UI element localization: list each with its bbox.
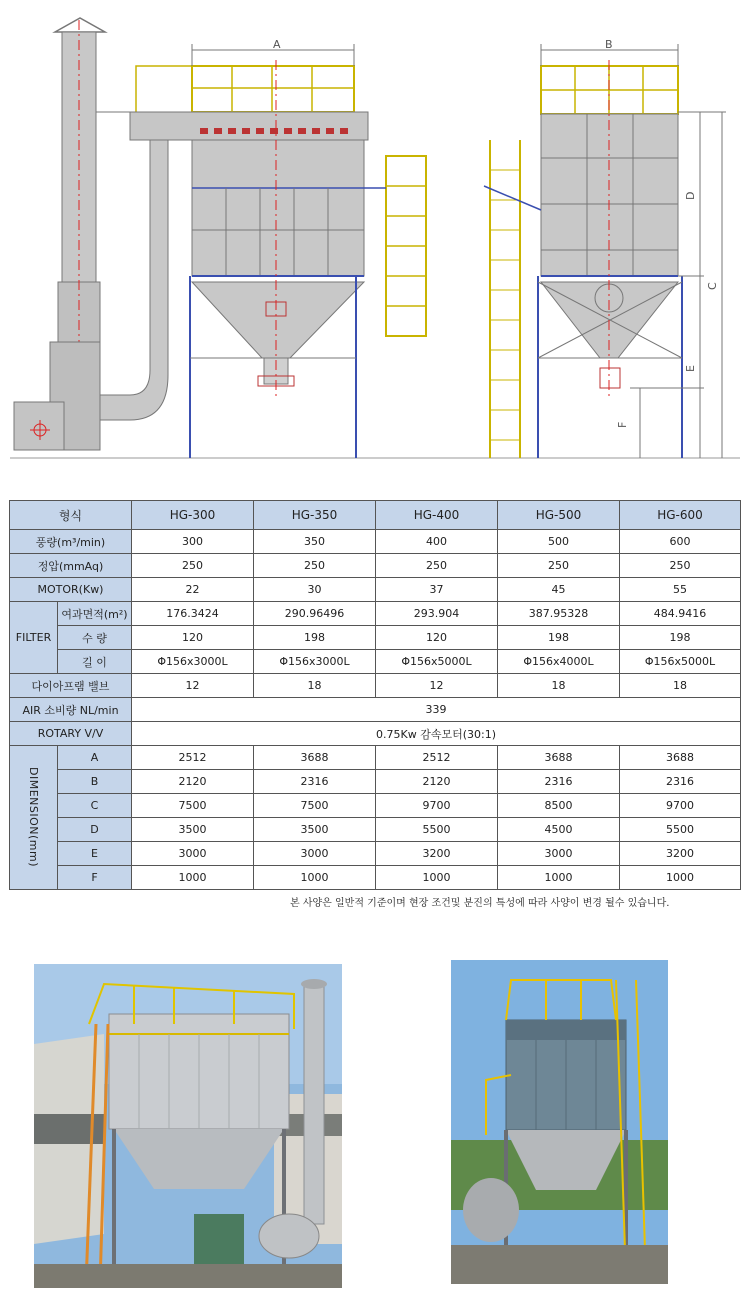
table-row	[10, 602, 741, 626]
model-cell: HG-300	[132, 501, 254, 530]
table-cell: 250	[376, 554, 498, 578]
table-cell: 1000	[132, 866, 254, 890]
table-cell: 198	[498, 626, 620, 650]
table-cell: 9700	[376, 794, 498, 818]
table-row	[10, 578, 741, 602]
table-cell: 0.75Kw 감속모터(30:1)	[132, 722, 741, 746]
table-cell: 293.904	[376, 602, 498, 626]
table-cell: 18	[498, 674, 620, 698]
model-cell: HG-350	[254, 501, 376, 530]
table-cell: 300	[132, 530, 254, 554]
table-cell: 387.95328	[498, 602, 620, 626]
table-cell: 2512	[376, 746, 498, 770]
table-cell: 5500	[376, 818, 498, 842]
row-label: ROTARY V/V	[10, 722, 132, 746]
table-cell: 37	[376, 578, 498, 602]
table-cell: 339	[132, 698, 741, 722]
table-cell: 198	[254, 626, 376, 650]
row-label: AIR 소비량 NL/min	[10, 698, 132, 722]
model-cell: HG-600	[620, 501, 741, 530]
table-cell: 2316	[620, 770, 741, 794]
row-label: A	[58, 746, 132, 770]
table-cell: 2512	[132, 746, 254, 770]
table-cell: 22	[132, 578, 254, 602]
table-cell: 18	[620, 674, 741, 698]
table-cell: Φ156x3000L	[254, 650, 376, 674]
dim-label-c: C	[706, 282, 719, 290]
dim-label-b: B	[605, 38, 613, 51]
dimension-group-label: DIMENSION(mm)	[27, 767, 40, 868]
table-row	[10, 530, 741, 554]
table-cell: 1000	[254, 866, 376, 890]
table-cell: 600	[620, 530, 741, 554]
table-cell: 2316	[254, 770, 376, 794]
table-cell: 3000	[254, 842, 376, 866]
table-cell: 30	[254, 578, 376, 602]
model-cell: HG-500	[498, 501, 620, 530]
table-cell: 250	[132, 554, 254, 578]
table-row	[10, 650, 741, 674]
table-cell: Φ156x5000L	[620, 650, 741, 674]
table-cell: 3688	[498, 746, 620, 770]
table-cell: 18	[254, 674, 376, 698]
table-cell: 350	[254, 530, 376, 554]
table-row	[10, 746, 741, 770]
dimension-group-cell	[10, 746, 58, 890]
table-cell: 1000	[620, 866, 741, 890]
table-cell: 45	[498, 578, 620, 602]
table-cell: 2120	[132, 770, 254, 794]
table-row	[10, 698, 741, 722]
table-cell: 9700	[620, 794, 741, 818]
table-cell: 3500	[254, 818, 376, 842]
model-cell: HG-400	[376, 501, 498, 530]
row-label: 정압(mmAq)	[10, 554, 132, 578]
table-cell: 4500	[498, 818, 620, 842]
header-label: 형식	[10, 501, 132, 530]
table-cell: 8500	[498, 794, 620, 818]
table-cell: 120	[132, 626, 254, 650]
table-cell: 3200	[376, 842, 498, 866]
table-cell: Φ156x5000L	[376, 650, 498, 674]
table-cell: 400	[376, 530, 498, 554]
spec-note: 본 사양은 일반적 기준이며 현장 조건및 분진의 특성에 따라 사양이 변경 될수 있습니다.	[290, 898, 670, 909]
table-cell: 2120	[376, 770, 498, 794]
table-cell: 7500	[132, 794, 254, 818]
table-row	[10, 626, 741, 650]
installation-photo-left	[34, 964, 342, 1288]
table-cell: 500	[498, 530, 620, 554]
table-row	[10, 770, 741, 794]
table-cell: 3000	[498, 842, 620, 866]
row-label: F	[58, 866, 132, 890]
table-cell: 3688	[620, 746, 741, 770]
table-cell: 3000	[132, 842, 254, 866]
collector-side-a	[130, 44, 426, 458]
row-label: B	[58, 770, 132, 794]
table-cell: 3200	[620, 842, 741, 866]
table-row	[10, 674, 741, 698]
table-row	[10, 554, 741, 578]
table-cell: 250	[254, 554, 376, 578]
table-cell: 290.96496	[254, 602, 376, 626]
row-label: 풍량(m³/min)	[10, 530, 132, 554]
dim-label-a: A	[273, 38, 281, 51]
table-cell: Φ156x4000L	[498, 650, 620, 674]
table-row	[10, 818, 741, 842]
row-label: MOTOR(Kw)	[10, 578, 132, 602]
dim-label-d: D	[684, 191, 697, 200]
table-row	[10, 842, 741, 866]
filter-group-label: FILTER	[10, 602, 58, 674]
table-cell: 7500	[254, 794, 376, 818]
table-cell: 12	[376, 674, 498, 698]
table-header-row	[10, 501, 741, 530]
table-row	[10, 722, 741, 746]
dim-label-f: F	[616, 421, 629, 428]
row-label: C	[58, 794, 132, 818]
technical-drawing	[0, 0, 754, 470]
table-cell: 1000	[376, 866, 498, 890]
table-cell: Φ156x3000L	[132, 650, 254, 674]
table-cell: 250	[498, 554, 620, 578]
dim-label-e: E	[684, 365, 697, 372]
table-cell: 1000	[498, 866, 620, 890]
table-cell: 198	[620, 626, 741, 650]
table-cell: 176.3424	[132, 602, 254, 626]
table-cell: 250	[620, 554, 741, 578]
row-label: 수 량	[58, 626, 132, 650]
table-cell: 484.9416	[620, 602, 741, 626]
exhaust-stack	[14, 18, 168, 450]
table-cell: 5500	[620, 818, 741, 842]
table-cell: 12	[132, 674, 254, 698]
table-cell: 3688	[254, 746, 376, 770]
collector-side-b	[484, 44, 726, 458]
table-cell: 3500	[132, 818, 254, 842]
table-cell: 55	[620, 578, 741, 602]
row-label: 여과면적(m²)	[58, 602, 132, 626]
table-row	[10, 794, 741, 818]
spec-table	[9, 500, 741, 890]
row-label: 다이아프램 밸브	[10, 674, 132, 698]
table-cell: 120	[376, 626, 498, 650]
table-cell: 2316	[498, 770, 620, 794]
row-label: 길 이	[58, 650, 132, 674]
table-row	[10, 866, 741, 890]
installation-photo-right	[451, 960, 668, 1284]
row-label: D	[58, 818, 132, 842]
row-label: E	[58, 842, 132, 866]
